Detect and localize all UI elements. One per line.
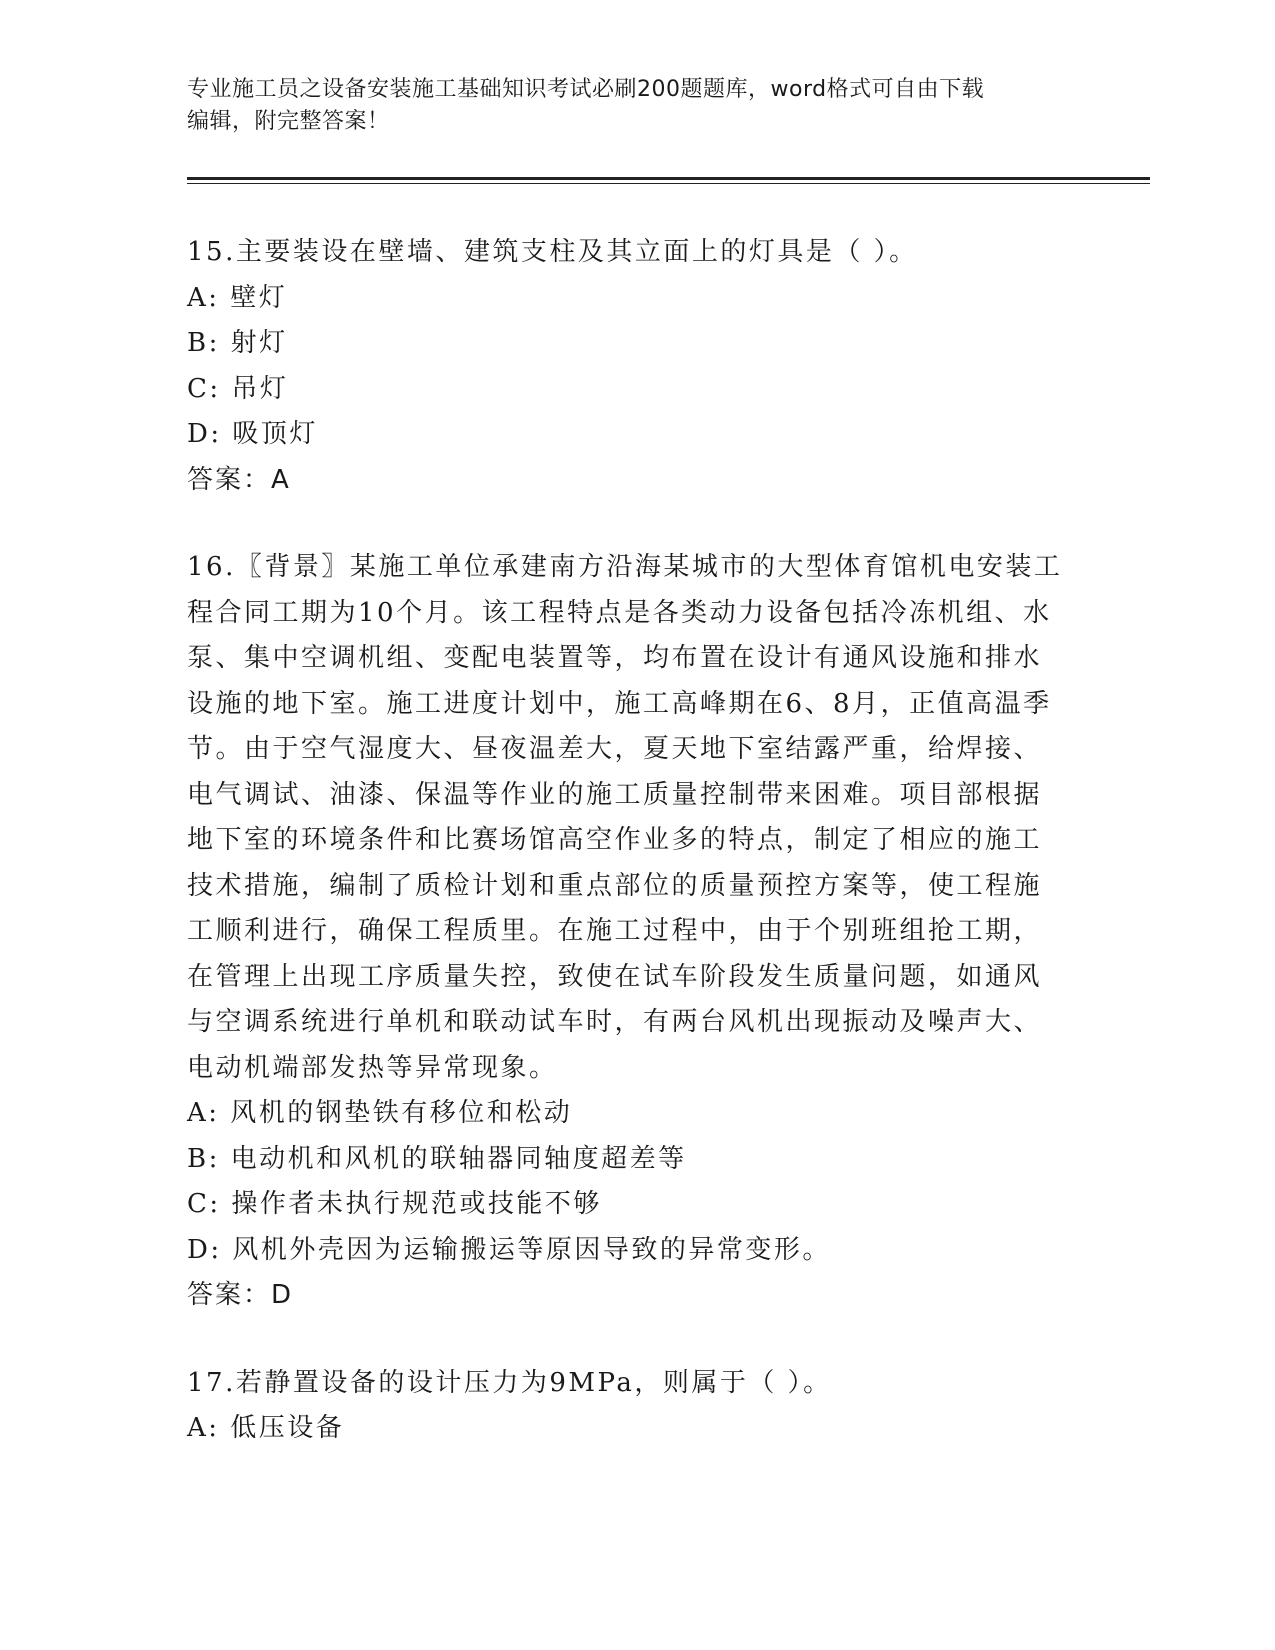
document-header: [187, 74, 1087, 138]
answer: 答案：A: [187, 464, 291, 495]
question-text-line: 泵、集中空调机组、变配电装置等，均布置在设计有通风设施和排水: [187, 643, 1043, 673]
question-17: [187, 1361, 1077, 1452]
option-b: B: 电动机和风机的联轴器同轴度超差等: [187, 1143, 687, 1174]
question-text-line: 在管理上出现工序质量失控，致使在试车阶段发生质量问题，如通风: [187, 961, 1043, 992]
question-text-line: 与空调系统进行单机和联动试车时，有两台风机出现振动及噪声大、: [187, 1007, 1043, 1037]
option-a: A: 壁灯: [187, 282, 288, 313]
question-text-line: 工顺利进行，确保工程质里。在施工过程中，由于个别班组抢工期，: [187, 916, 1043, 946]
question-text-line: 节。由于空气湿度大、昼夜温差大，夏天地下室结露严重，给焊接、: [187, 734, 1043, 764]
question-text-line: 地下室的环境条件和比赛场馆高空作业多的特点，制定了相应的施工: [187, 825, 1043, 855]
option-d: D: 风机外壳因为运输搬运等原因导致的异常变形。: [187, 1234, 831, 1265]
option-a: A: 风机的钢垫铁有移位和松动: [187, 1098, 573, 1128]
header-line-1: 专业施工员之设备安装施工基础知识考试必刷200题题库，word格式可自由下载: [187, 77, 985, 102]
header-rule-thick: [187, 177, 1150, 180]
option-d: D: 吸顶灯: [187, 419, 318, 449]
option-c: C: 吊灯: [187, 373, 289, 404]
option-b: B: 射灯: [187, 328, 288, 358]
question-16: [187, 545, 1077, 1319]
question-text-line: 技术措施，编制了质检计划和重点部位的质量预控方案等，使工程施: [187, 870, 1043, 901]
question-text-line: 设施的地下室。施工进度计划中，施工高峰期在6、8月，正值高温季: [187, 688, 1052, 719]
option-a: A: 低压设备: [187, 1413, 345, 1443]
question-text-line: 电动机端部发热等异常现象。: [187, 1052, 558, 1083]
header-rule-thin: [187, 183, 1150, 184]
question-list: [187, 230, 1077, 1494]
question-text-line: 16.〖背景〗某施工单位承建南方沿海某城市的大型体育馆机电安装工: [187, 552, 1063, 582]
header-line-2: 编辑，附完整答案！: [187, 109, 390, 134]
question-text: 17.若静置设备的设计压力为9MPa，则属于（ ）。: [187, 1367, 832, 1398]
option-c: C: 操作者未执行规范或技能不够: [187, 1189, 602, 1219]
question-text: 15.主要装设在壁墙、建筑支柱及其立面上的灯具是（ ）。: [187, 237, 918, 267]
answer: 答案：D: [187, 1280, 294, 1310]
question-text-line: 电气调试、油漆、保温等作业的施工质量控制带来困难。项目部根据: [187, 779, 1043, 810]
question-text-line: 程合同工期为10个月。该工程特点是各类动力设备包括冷冻机组、水: [187, 597, 1052, 628]
question-15: [187, 230, 1077, 503]
